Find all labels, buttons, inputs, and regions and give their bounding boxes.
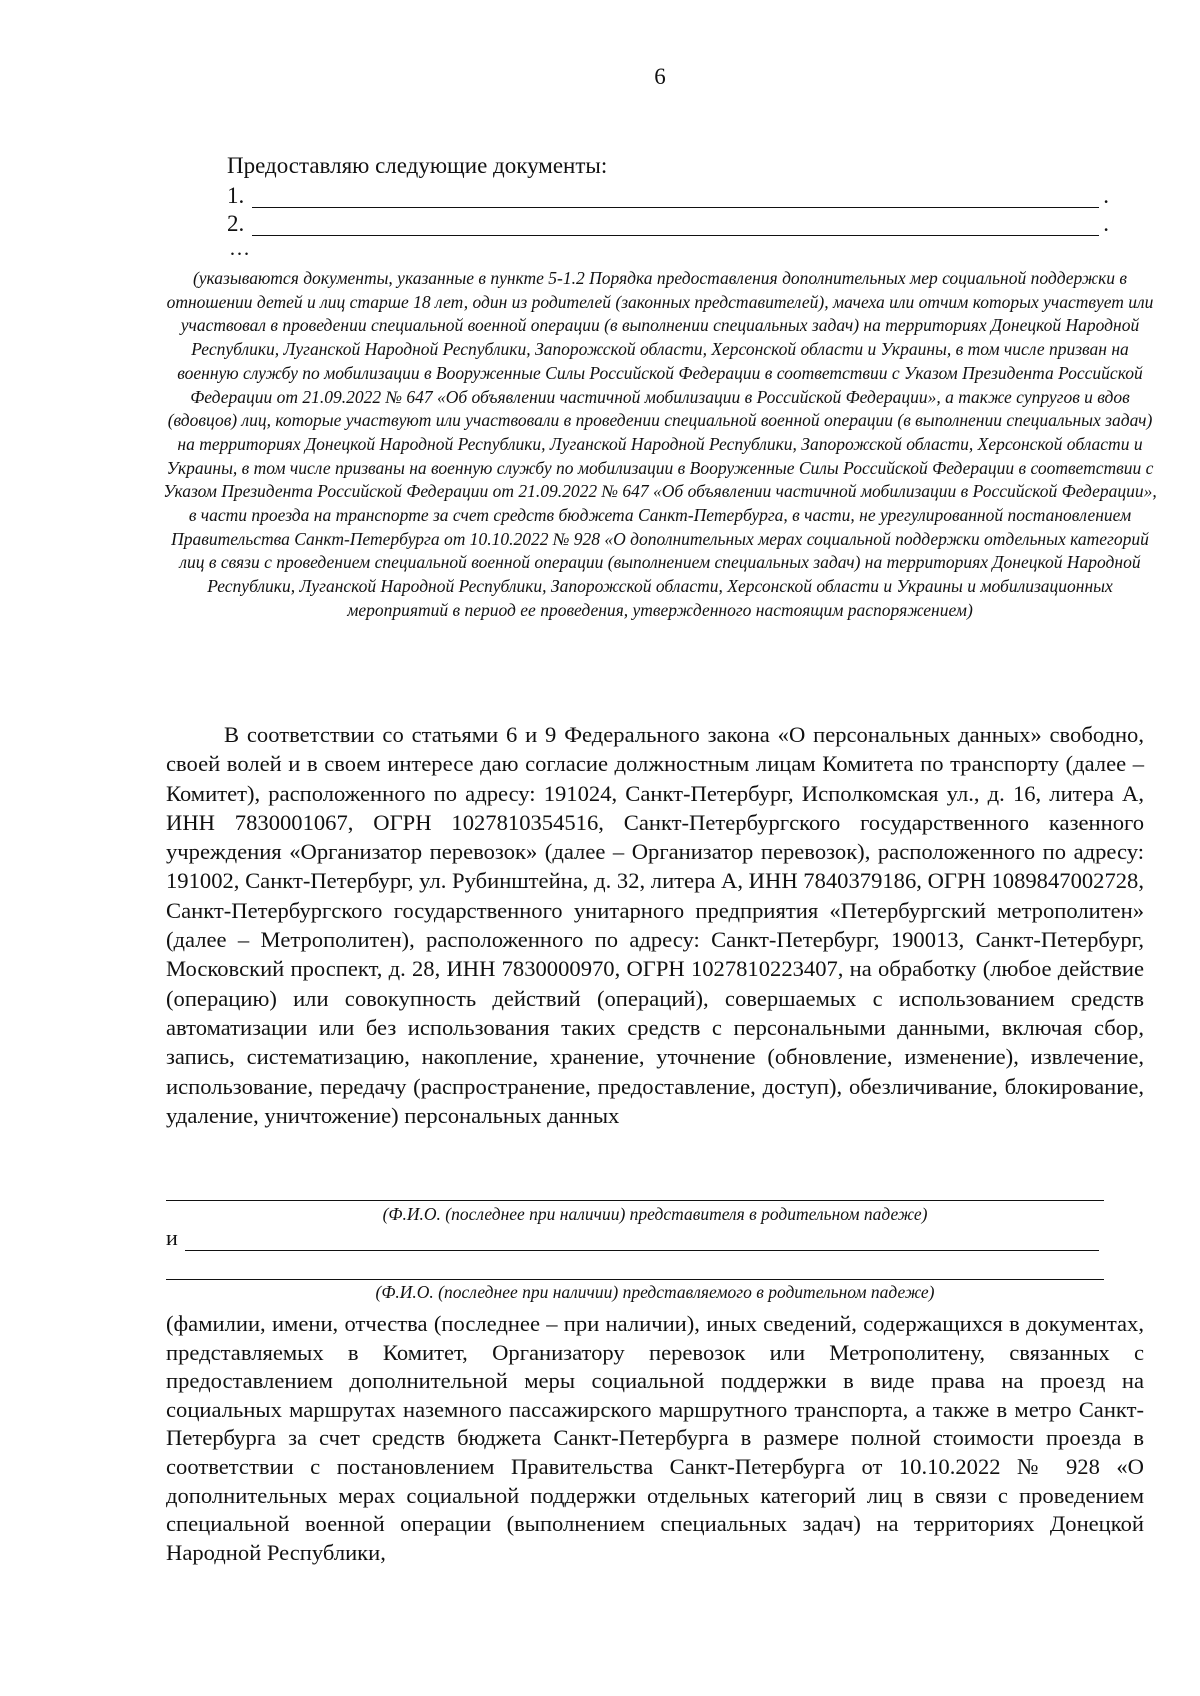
documents-instruction-note: (указываются документы, указанные в пункте 5-1.2 Порядка предоставления дополнительных мер социальной поддержки в отношении детей и лиц старше 18 лет, один из родителей (законных представителей), мачеха или отчим которых участвует или участвовал в проведении специальной военной операции (в выполнении специальных задач) на территориях Донецкой Народной Республики, Луганской Народной Республики, Запорожской области, Херсонской области и Украины, в том числе призван на военную службу по мобилизации в Вооруженные Силы Российской Федерации в соответствии с Указом Президента Российской Федерации от 21.09.2022 № 647 «Об объявлении частичной мобилизации в Российской Федерации», а также супругов и вдов (вдовцов) лиц, которые участвуют или участвовали в проведении специальной военной операции (в выполнении специальных задач) на территориях Донецкой Народной Республики, Луганской Народной Республики, Запорожской области, Херсонской области и Украины, в том числе призваны на военную службу по мобилизации в Вооруженные Силы Российской Федерации в соответствии с Указом Президента Российской Федерации от 21.09.2022 № 647 «Об объявлении частичной мобилизации в Российской Федерации», в части проезда на транспорте за счет средств бюджета Санкт-Петербурга, в части, не урегулированной постановлением Правительства Санкт-Петербурга от 10.10.2022 № 928 «О дополнительных мерах социальной поддержки отдельных категорий лиц в связи с проведением специальной военной операции (выполнением специальных задач) на территориях Донецкой Народной Республики, Луганской Народной Республики, Запорожской области, Херсонской области и Украины и мобилизационных мероприятий в период ее проведения, утвержденного настоящим распоряжением) (163, 268, 1157, 620)
document-entry-number: 1. (227, 183, 245, 208)
consent-continuation-paragraph: (фамилии, имени, отчества (последнее – при наличии), иных сведений, содержащихся в документах, представляемых в Комитет, Организатору перевозок или Метрополитену, связанных с предоставлением дополнительной меры социальной поддержки в виде права на проезд на социальных маршрутах наземного пассажирского маршрутного транспорта, а также в метро Санкт-Петербурга за счет средств бюджета Санкт-Петербурга в размере полной стоимости проезда в соответствии с постановлением Правительства Санкт-Петербурга от 10.10.2022 № 928 «О дополнительных мерах социальной поддержки отдельных категорий лиц в связи с проведением специальной военной операции (выполнением специальных задач) на территориях Донецкой Народной Республики, (166, 1311, 1144, 1565)
document-entry-end: . (1103, 183, 1109, 208)
documents-ellipsis: … (229, 236, 251, 260)
document-entry-line-1 (227, 183, 1109, 211)
represented-caption: (Ф.И.О. (последнее при наличии) представляемого в родительном падеже) (375, 1282, 935, 1302)
representative-caption: (Ф.И.О. (последнее при наличии) представителя в родительном падеже) (382, 1204, 928, 1224)
consent-paragraph: В соответствии со статьями 6 и 9 Федерального закона «О персональных данных» свободно, своей волей и в своем интересе даю согласие должностным лицам Комитета по транспорту (далее – Комитет), расположенного по адресу: 191024, Санкт-Петербург, Исполкомская ул., д. 16, литера А, ИНН 7830001067, ОГРН 1027810354516, Санкт-Петербургского государственного казенного учреждения «Организатор перевозок» (далее – Организатор перевозок), расположенного по адресу: 191002, Санкт-Петербург, ул. Рубинштейна, д. 32, литера А, ИНН 7840379186, ОГРН 1089847002728, Санкт-Петербургского государственного унитарного предприятия «Петербургский метрополитен» (далее – Метрополитен), расположенного по адресу: Санкт-Петербург, 190013, Санкт-Петербург, Московский проспект, д. 28, ИНН 7830000970, ОГРН 1027810223407, на обработку (любое действие (операцию) или совокупность действий (операций), совершаемых с использованием средств автоматизации или без использования таких средств с персональными данными, включая сбор, запись, систематизацию, накопление, хранение, уточнение (обновление, изменение), извлечение, использование, передачу (распространение, предоставление, доступ), обезличивание, блокирование, удаление, уничтожение) персональных данных (166, 722, 1144, 1128)
represented-name-line-2 (166, 1279, 1104, 1280)
document-entry-blank (252, 235, 1099, 236)
represented-name-line-1 (185, 1250, 1099, 1251)
document-entry-line-2 (227, 211, 1109, 239)
document-entry-end: . (1103, 211, 1109, 236)
document-entry-blank (252, 207, 1099, 208)
documents-heading: Предоставляю следующие документы: (227, 153, 608, 178)
page-number: 6 (654, 64, 666, 89)
representative-name-line (166, 1200, 1104, 1201)
document-entry-number: 2. (227, 211, 245, 236)
conjunction-and: и (166, 1225, 178, 1250)
